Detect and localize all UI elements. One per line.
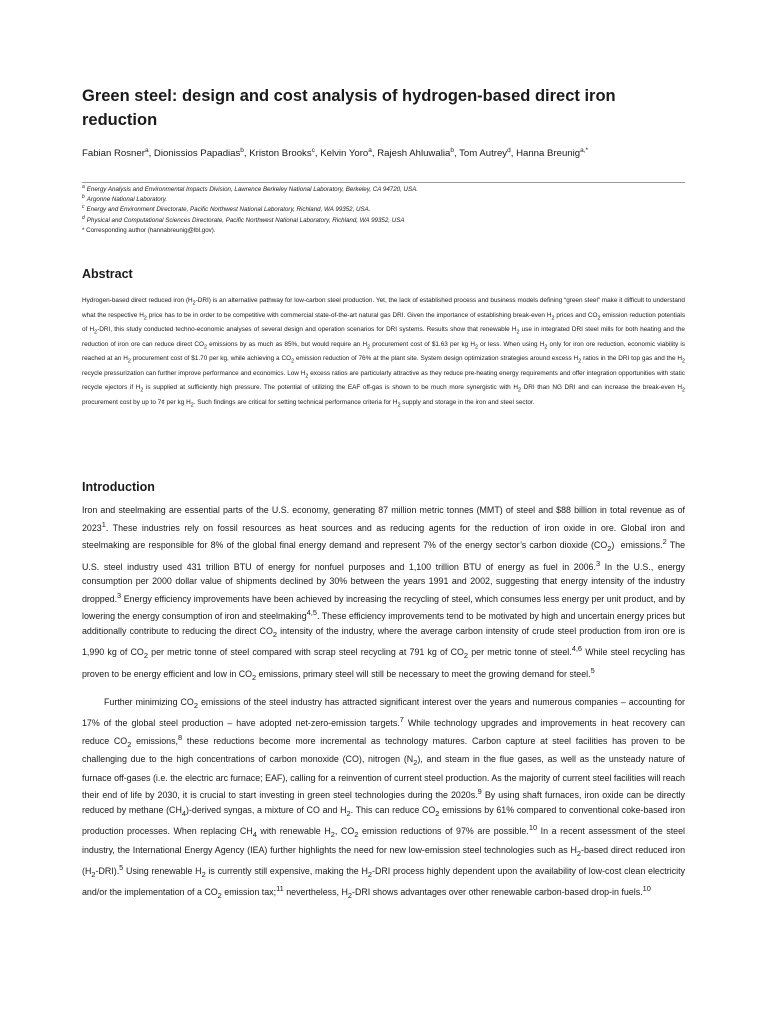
paper-title: Green steel: design and cost analysis of hydrogen-based direct iron reduction: [82, 87, 616, 129]
author-affiliation-mark: b: [450, 146, 454, 154]
author-name: Rajesh Ahluwalia$^b$: [377, 146, 454, 159]
author-name: Kriston Brooks$^c$: [249, 146, 315, 159]
author-affiliation-mark: a: [144, 146, 149, 154]
abstract-text: Hydrogen-based direct reduced iron $(H_2-DRI)$ is an alternative pathway for low-carbon steel production. Yet, the lack of established process and business models defining “green steel” make it difficult to understand what the respective $H_2$ price has to be in order to be competitive with commercial state-of-the-art natural gas DRI. Given the importance of establishing break-even $H_2$ prices and $CO_2$ emission reduction potentials of $H_2$-DRI, this study conducted techno-economic analyses of several design and operation scenarios for DRI systems. Results show that renewable $H_2$ use in integrated DRI steel mills for both heating and the reduction of iron ore can reduce direct $CO_2$ emissions by as much as 85%, but would require an $H_2$ procurement cost of $1.63 per kg $H_2$ or less. When using $H_2$ only for iron ore reduction, economic viability is reached at an $H_2$ procurement cost of $1.70 per kg, while achieving a $CO_2$ emission reduction of 76% at the plant site. System design optimization strategies around excess $H_2$ ratios in the DRI top gas and the $H_2$ recycle pressurization can further improve performance and economics. Low $H_2$ excess ratios are particularly attractive as they reduce pre-heating energy requirements and offer integration opportunities with static recycle ejectors if $H_2$ is supplied at sufficiently high pressure. The potential of utilizing the EAF off-gas is shown to be much more synergistic with $H_2$ DRI than NG DRI and can increase the break-even $H_2$ procurement cost by up to 7¢ per kg $H_2$. Such findings are critical for setting technical performance criteria for $H_2$ supply and storage in the iron and steel sector.: [82, 297, 686, 409]
author-name: Hanna Breunig$^{a,*}$: [516, 146, 589, 159]
affiliation-line: $^d$ Physical and Computational Sciences Directorate, Pacific Northwest National Laboratory, Richland, WA 99352, USA: [82, 214, 405, 224]
affiliation-list: [82, 185, 685, 236]
author-name: Kelvin Yoro$^a$: [320, 146, 372, 159]
author-name: Fabian Rosner$^a$: [82, 146, 149, 159]
author-affiliation-mark: c: [311, 146, 315, 154]
author-list: Fabian Rosner$^a$, Dionissios Papadias$^b$, Kriston Brooks$^c$, Kelvin Yoro$^a$, Rajesh Ahluwalia$^b$, Tom Autrey$^d$, Hanna Breunig$^{a,*}$: [82, 146, 589, 159]
introduction-paragraph-2: Further minimizing $CO_2$ emissions of the steel industry has attracted significant interest over the years and numerous companies – accounting for 17% of the global steel production – have adopted net-zero-emission targets.$^7$ While technology upgrades and improvements in heat recovery can reduce $CO_2$ emissions,$^8$ these reductions become more incremental as technology matures. Carbon capture at steel facilities has proven to be challenging due to the high concentrations of carbon monoxide (CO), nitrogen $(N_2)$, and steam in the flue gases, as well as the unsteady nature of furnace off-gases (i.e. the electric arc furnace; EAF), calling for a reinvention of current steel production. As the majority of current steel facilities will reach their end of life by 2030, it is crucial to start investing in green steel technologies during the 2020s.$^9$ By using shaft furnaces, iron oxide can be directly reduced by methane $(CH_4)$-derived syngas, a mixture of CO and $H_2$. This can reduce $CO_2$ emissions by 61% compared to conventional coke-based iron production processes. When replacing $CH_4$ with renewable $H_2$, $CO_2$ emission reductions of 97% are possible.$^{10}$ In a recent assessment of the steel industry, the International Energy Agency (IEA) further highlights the need for new low-emission steel technologies such as $H_2$-based direct reduced iron $(H_2-DRI).^5$ Using renewable $H_2$ is currently still expensive, making the $H_2$-DRI process highly dependent upon the availability of low-cost clean electricity and/or the implementation of a $CO_2$ emission tax;$^{11}$ nevertheless, $H_2$-DRI shows advantages over other renewable carbon-based drop-in fuels.$^{10}$: [82, 697, 686, 900]
header-divider: [82, 182, 685, 183]
abstract-heading: Abstract: [82, 267, 133, 281]
introduction-paragraph-1: Iron and steelmaking are essential parts of the U.S. economy, generating 87 million metric tonnes (MMT) of steel and $88 billion in total revenue as of 2023$^1$. These industries rely on fossil resources as heat sources and as reducing agents for the reduction of iron oxide in ore. Global iron and steelmaking are responsible for 8% of the global final energy demand and represent 7% of the energy sector’s carbon dioxide $(CO_2)$ emissions.$^2$ The U.S. steel industry used 431 trillion BTU of energy for nonfuel purposes and 1,100 trillion BTU of energy as fuel in 2006.$^3$ In the U.S., energy consumption per 2000 dollar value of shipments declined by 30% between the years 1991 and 2002, suggesting that energy intensity of the industry dropped.$^3$ Energy efficiency improvements have been achieved by increasing the recycling of steel, which consumes less energy per unit product, and by lowering the energy consumption of iron and steelmaking$^{4,5}$. These efficiency improvements tend to be motivated by high and uncertain energy prices but additionally contribute to reducing the direct $CO_2$ intensity of the industry, where the average carbon intensity of crude steel production from iron ore is 1,990 kg of $CO_2$ per metric tonne of steel compared with scrap steel recycling at 791 kg of $CO_2$ per metric tonne of steel.$^{4,6}$ While steel recycling has proven to be energy efficient and low in $CO_2$ emissions, primary steel will still be necessary to meet the growing demand for steel.$^5$: [82, 505, 685, 682]
author-name: Dionissios Papadias$^b$: [153, 146, 244, 159]
corresponding-author-note: * Corresponding author (hannabreunig@lbl.gov).: [82, 226, 216, 234]
author-affiliation-mark: b: [240, 146, 244, 154]
author-affiliation-mark: a: [368, 146, 372, 154]
author-name: Tom Autrey$^d$: [459, 146, 511, 159]
author-affiliation-mark: a,*: [580, 146, 589, 154]
author-affiliation-mark: d: [507, 146, 511, 154]
affiliation-line: $^b$ Argonne National Laboratory.: [82, 194, 168, 204]
affiliation-line: $^a$ Energy Analysis and Environmental Impacts Division, Lawrence Berkeley National Laboratory, Berkeley, CA 94720, USA.: [82, 183, 418, 193]
introduction-heading: Introduction: [82, 480, 155, 494]
affiliation-line: $^c$ Energy and Environment Directorate, Pacific Northwest National Laboratory, Richland, WA 99352, USA.: [82, 204, 371, 214]
